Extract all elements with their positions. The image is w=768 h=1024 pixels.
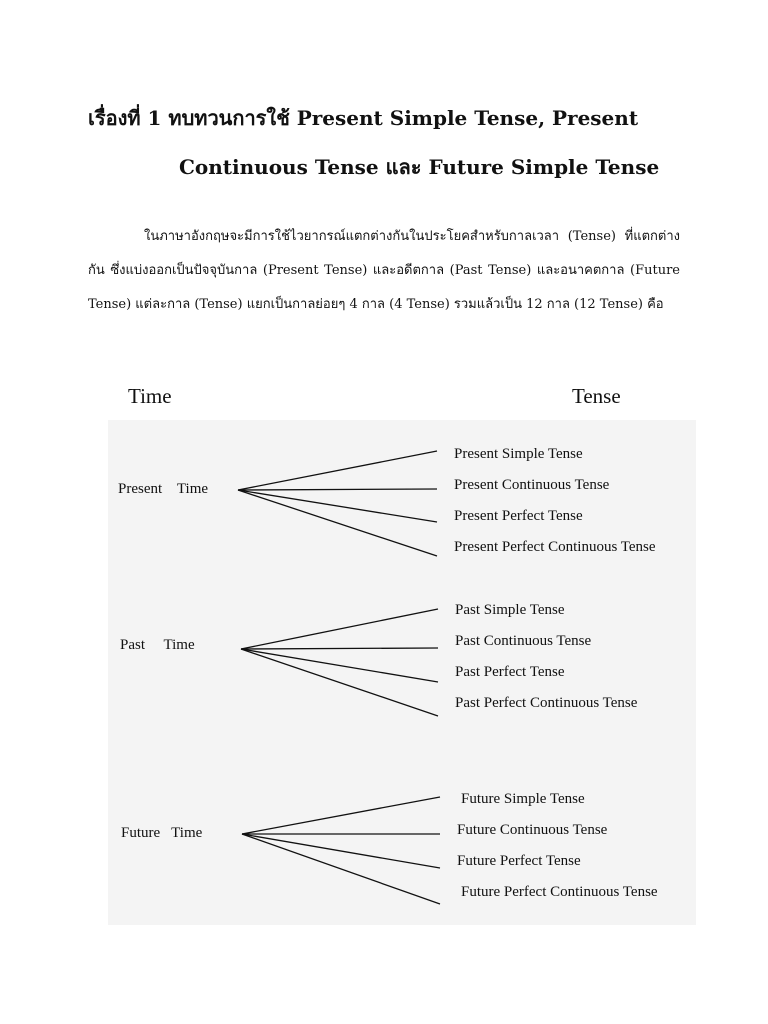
branch-line: [238, 490, 437, 556]
branch-line: [238, 451, 437, 490]
present-branches: [238, 451, 437, 556]
time-label-future: Future Time: [121, 825, 203, 841]
tense-header: Tense: [572, 384, 621, 408]
branch-line: [241, 609, 438, 649]
title-line-2: Continuous Tense และ Future Simple Tense: [179, 155, 660, 179]
tense-label: Past Perfect Continuous Tense: [455, 695, 638, 711]
branch-line: [238, 489, 437, 490]
branch-line: [241, 649, 438, 716]
title-line-1: เรื่องที่ 1 ทบทวนการใช้ Present Simple Tense, Present: [88, 106, 639, 130]
time-header: Time: [128, 384, 172, 408]
branch-line: [238, 490, 437, 522]
tense-label: Present Simple Tense: [454, 446, 583, 462]
branch-line: [241, 649, 438, 682]
intro-text: ในภาษาอังกฤษจะมีการใช้ไวยากรณ์แตกต่างกันในประโยคสำหรับกาลเวลา (Tense) ที่แตกต่างกัน ซึ่งแบ่งออกเป็นปัจจุบันกาล (Present Tense) และอดีตกาล (Past Tense) และอนาคตกาล (Future Tense) แต่ละกาล (Tense) แยกเป็นกาลย่อยๆ 4 กาล (4 Tense) รวมแล้วเป็น 12 กาล (12 Tense) คือ: [88, 229, 680, 312]
tense-label: Future Continuous Tense: [457, 822, 608, 838]
branch-line: [242, 834, 440, 868]
tense-label: Past Simple Tense: [455, 602, 565, 618]
tense-label: Present Perfect Tense: [454, 508, 583, 524]
tense-label: Past Perfect Tense: [455, 664, 565, 680]
branch-line: [242, 797, 440, 834]
tense-label: Future Perfect Continuous Tense: [461, 884, 658, 900]
tense-label: Future Simple Tense: [461, 791, 585, 807]
tense-label: Present Continuous Tense: [454, 477, 610, 493]
future-branches: [242, 797, 440, 904]
tense-label: Present Perfect Continuous Tense: [454, 539, 656, 555]
tense-label: Future Perfect Tense: [457, 853, 581, 869]
branch-line: [242, 834, 440, 904]
tense-label: Past Continuous Tense: [455, 633, 592, 649]
branch-line: [241, 648, 438, 649]
time-label-present: Present Time: [118, 481, 209, 497]
time-label-past: Past Time: [120, 637, 195, 653]
past-branches: [241, 609, 438, 716]
